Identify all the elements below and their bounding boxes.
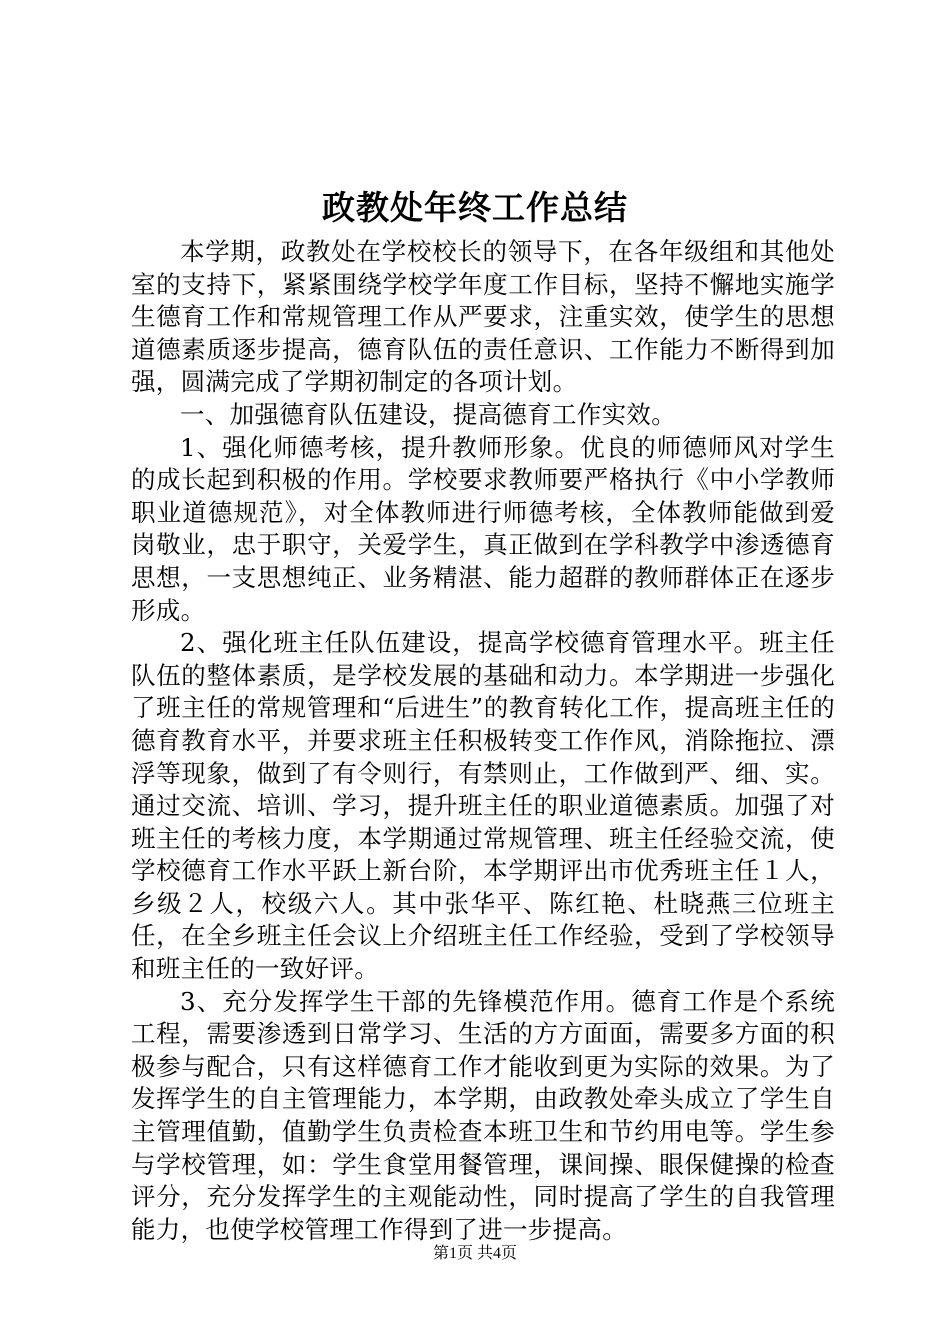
paragraph-item-2: 2、强化班主任队伍建设，提高学校德育管理水平。班主任队伍的整体素质，是学校发展的基础和动力。本学期进一步强化了班主任的常规管理和“后进生”的教育转化工作，提高班主任的德育教育水平，并要求班主任积极转变工作作风，消除拖拉、漂浮等现象，做到了有令则行，有禁则止，工作做到严、细、实。通过交流、培训、学习，提升班主任的职业道德素质。加强了对班主任的考核力度，本学期通过常规管理、班主任经验交流，使学校德育工作水平跃上新台阶，本学期评出市优秀班主任１人，乡级２人，校级六人。其中张华平、陈红艳、杜晓燕三位班主任，在全乡班主任会议上介绍班主任工作经验，受到了学校领导和班主任的一致好评。 xyxy=(131,628,835,984)
paragraph-item-1: 1、强化师德考核，提升教师形象。优良的师德师风对学生的成长起到积极的作用。学校要求教师要严格执行《中小学教师职业道德规范》，对全体教师进行师德考核，全体教师能做到爱岗敬业，忠于职守，关爱学生，真正做到在学科教学中渗透德育思想，一支思想纯正、业务精湛、能力超群的教师群体正在逐步形成。 xyxy=(131,432,835,625)
document-title: 政教处年终工作总结 xyxy=(322,188,628,227)
paragraph-intro: 本学期，政教处在学校校长的领导下，在各年级组和其他处室的支持下，紧紧围绕学校学年度工作目标，坚持不懈地实施学生德育工作和常规管理工作从严要求，注重实效，使学生的思想道德素质逐步提高，德育队伍的责任意识、工作能力不断得到加强，圆满完成了学期初制定的各项计划。 xyxy=(131,237,835,397)
page-number-footer: 第1页 共4页 xyxy=(432,1245,517,1262)
paragraph-item-3: 3、充分发挥学生干部的先锋模范作用。德育工作是个系统工程，需要渗透到日常学习、生活的方方面面，需要多方面的积极参与配合，只有这样德育工作才能收到更为实际的效果。为了发挥学生的自主管理能力，本学期，由政教处牵头成立了学生自主管理值勤，值勤学生负责检查本班卫生和节约用电等。学生参与学校管理，如：学生食堂用餐管理，课间操、眼保健操的检查评分，充分发挥学生的主观能动性，同时提高了学生的自我管理能力，也使学校管理工作得到了进一步提高。 xyxy=(131,986,835,1244)
paragraph-section-heading: 一、加强德育队伍建设，提高德育工作实效。 xyxy=(180,399,676,429)
document-body xyxy=(131,236,835,1246)
